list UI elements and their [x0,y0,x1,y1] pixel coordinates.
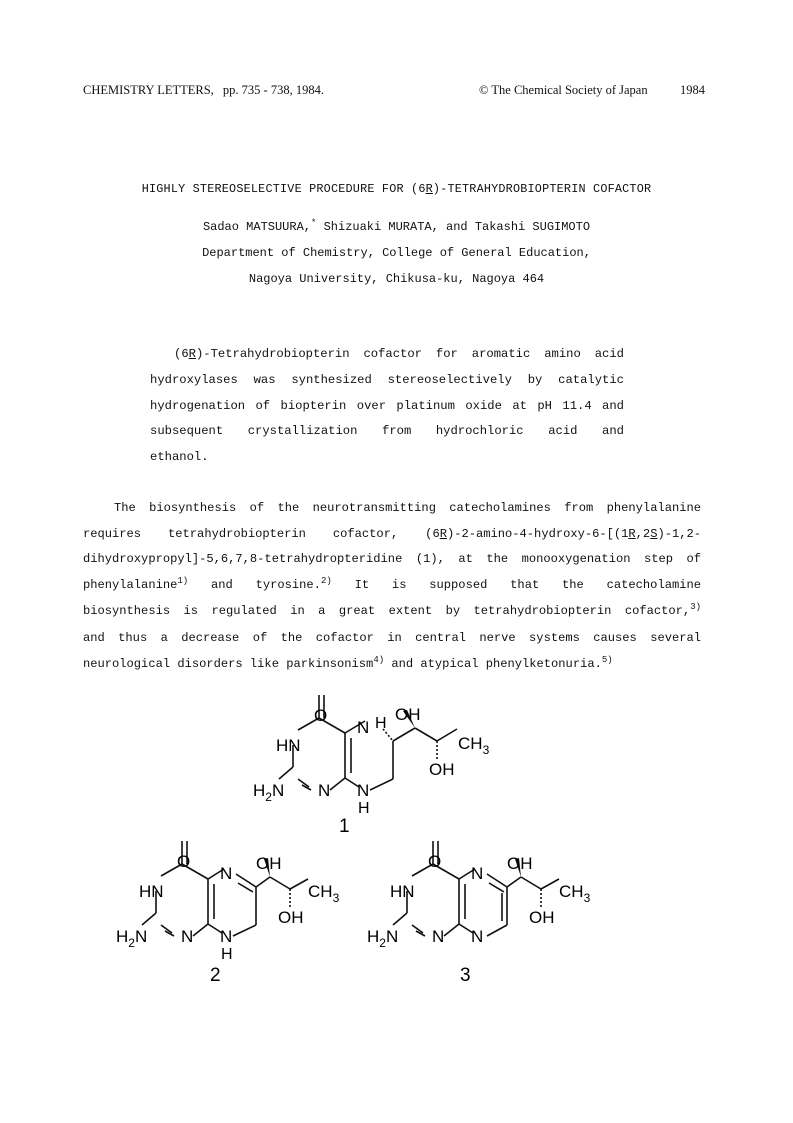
atom-ch3: $CH_3$ [308,882,340,905]
body-line: phenylalanine$^{1)}$ and tyrosine.$^{2)}$ It is supposed that the catecholamine [83,575,701,592]
atom-n8: N [471,927,484,946]
atom-o: O [314,706,328,725]
structure-label-3: 3 [460,965,471,986]
body-line: dihydroxypropyl]-5,6,7,8-tetrahydropteridine (1), at the monooxygenation step of [83,552,701,567]
atom-o: O [177,852,191,871]
atom-h6: H [375,715,387,732]
atom-n3: N [318,781,331,800]
atom-oh2: OH [529,908,555,927]
atom-n3: N [181,927,194,946]
atom-n5: N [357,718,370,737]
body-line: biosynthesis is regulated in a great extent by tetrahydrobiopterin cofactor,$^{3)}$ [83,602,701,619]
abstract-line: ethanol. [150,450,209,465]
journal-pages: pp. 735 - 738, 1984. [222,83,324,97]
atom-h8: H [358,800,370,817]
atom-hn: HN [139,882,164,901]
structure-label-1: 1 [339,816,350,837]
atom-o: O [428,852,442,871]
atom-h2n: $H_2N$ [367,927,399,950]
atom-n5: N [471,864,484,883]
atom-h2n: $H_2N$ [253,781,285,804]
ref-4: 4) [373,654,385,665]
ref-2: 2) [320,575,332,586]
atom-hn: HN [390,882,415,901]
atom-oh2: OH [278,908,304,927]
atom-hn: HN [276,736,301,755]
atom-oh2: OH [429,760,455,779]
abstract-line: hydroxylases was synthesized stereoselectively by catalytic [150,372,624,387]
atom-ch3: $CH_3$ [559,882,591,905]
body-line: requires tetrahydrobiopterin cofactor, (6R)-2-amino-4-hydroxy-6-[(1R,2S)-1,2- [83,526,701,541]
body-line: neurological disorders like parkinsonism$^{4)}$ and atypical phenylketonuria.$^{5)}$ [83,654,613,671]
corresponding-star: * [310,218,317,228]
atom-oh: OH [256,854,282,873]
structure-2 [116,841,340,963]
body-line: and thus a decrease of the cofactor in central nerve systems causes several [83,630,701,645]
structure-3 [367,841,591,950]
atom-h8: H [221,946,233,963]
ref-3: 3) [690,602,701,613]
authors: Sadao MATSUURA,* Shizuaki MURATA, and Takashi SUGIMOTO [202,218,591,234]
atom-n5: N [220,864,233,883]
atom-n8: N [220,927,233,946]
atom-n3: N [432,927,445,946]
abstract-line: subsequent crystallization from hydrochloric acid and [150,424,624,439]
structure-label-2: 2 [210,965,221,986]
affiliation-line-1: Department of Chemistry, College of General Education, [202,246,591,260]
abstract-line: (6R)-Tetrahydrobiopterin cofactor for aromatic amino acid [174,347,624,361]
atom-oh: OH [395,705,421,724]
structure-1 [253,695,490,817]
journal-name: CHEMISTRY LETTERS, [83,83,214,97]
header-year: 1984 [680,83,705,97]
body-line: The biosynthesis of the neurotransmitting catecholamines from phenylalanine [114,501,701,515]
ref-1: 1) [177,575,189,586]
atom-h2n: $H_2N$ [116,927,148,950]
atom-n8: N [357,781,370,800]
copyright: © The Chemical Society of Japan [479,83,648,97]
affiliation-line-2: Nagoya University, Chikusa-ku, Nagoya 464 [248,272,545,286]
abstract-line: hydrogenation of biopterin over platinum oxide at pH 11.4 and [150,398,624,413]
atom-ch3: $CH_3$ [458,734,490,757]
paper-title: HIGHLY STEREOSELECTIVE PROCEDURE FOR (6R)-TETRAHYDROBIOPTERIN COFACTOR [141,182,652,196]
ref-5: 5) [601,654,613,665]
atom-oh: OH [507,854,533,873]
